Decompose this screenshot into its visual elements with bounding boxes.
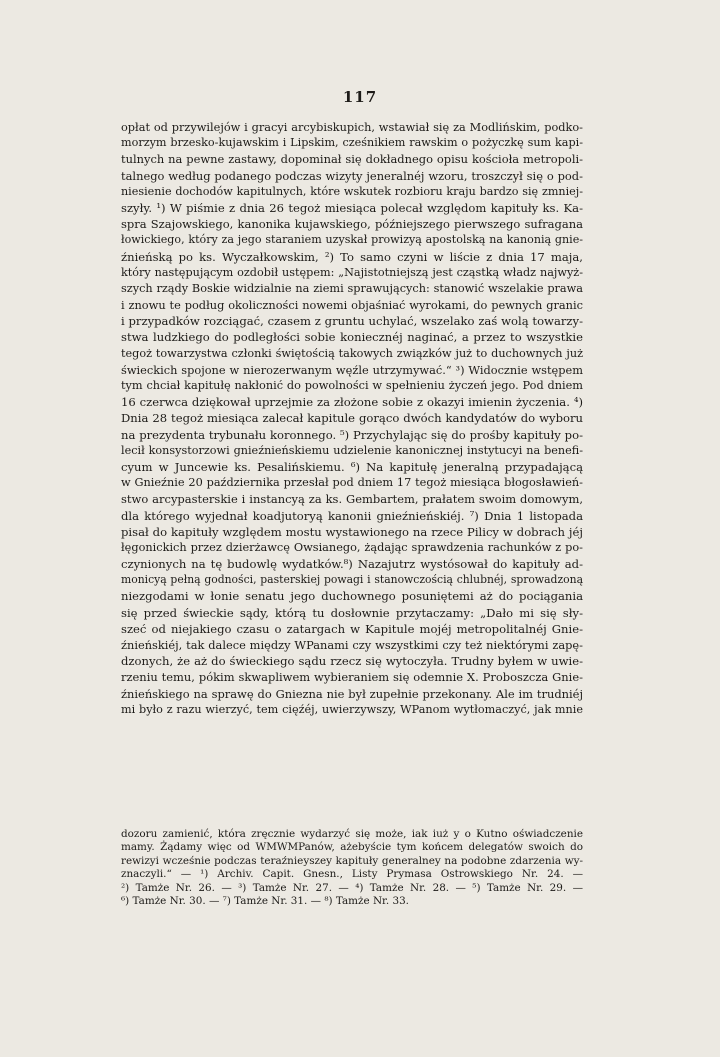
text-line: czynionych na tę budowlę wydatków.⁸) Nazajutrz wystósował do kapituły ad- (121, 557, 583, 572)
text-line: rzeniu temu, pókim skwapliwem wybieraniem się odemnie X. Proboszcza Gnie- (121, 670, 583, 685)
text-line: łęgonickich przez dzierżawcę Owsianego, żądając sprawdzenia rachunków z po- (121, 540, 583, 554)
text-line: lecił konsystorzowi gnieźnieńskiemu udzielenie kanonicznej instytucyi na benefi- (121, 443, 583, 457)
text-line: 16 czerwca dziękował uprzejmie za złożone sobie z okazyi imienin życzenia. ⁴) (121, 395, 583, 410)
text-line: spra Szajowskiego, kanonika kujawskiego, późniejszego pierwszego sufragana (121, 217, 583, 232)
text-line: który następującym ozdobił ustępem: „Najistotniejszą jest cząstką władz najwyż- (121, 265, 583, 279)
text-line: mi było z razu wierzyć, tem cięźéj, uwierzywszy, WPanom wytłomaczyć, jak mnie (121, 702, 583, 716)
text-line: łowickiego, który za jego staraniem uzyskał prowizyą apostolską na kanonią gnie- (121, 233, 583, 247)
text-line: tulnych na pewne zastawy, dopominał się dokładnego opisu kościoła metropoli- (121, 152, 583, 167)
text-line: świeckich spojone w nierozerwanym węźle utrzymywać.“ ³) Widocznie wstępem (121, 362, 583, 377)
text-line: szych rządy Boskie widzialnie na ziemi sprawujących: stanowić wszelakie prawa (121, 281, 583, 295)
footnote-line: znaczyli.“ — ¹) Archiv. Capit. Gnesn., Listy Prymasa Ostrowskiego Nr. 24. — (121, 868, 583, 881)
text-line: morzym brzesko-kujawskim i Lipskim, cześnikiem rawskim o pożyczkę sum kapi- (121, 136, 583, 150)
text-line: szeć od niejakiego czasu o zatargach w Kapitule mojéj metropolitalnéj Gnie- (121, 621, 583, 636)
footnote-line: ⁶) Tamże Nr. 30. — ⁷) Tamże Nr. 31. — ⁸) Tamże Nr. 33. (121, 894, 409, 907)
text-line: talnego według podanego podczas wizyty jeneralnéj wzoru, troszczył się o pod- (121, 168, 583, 183)
text-line: niesienie dochodów kapitulnych, które wskutek rozbioru kraju bardzo się zmniej- (121, 184, 583, 198)
text-line: szyły. ¹) W piśmie z dnia 26 tegoż miesiąca polecał względom kapituły ks. Ka- (121, 200, 583, 215)
text-line: źnieńską po ks. Wyczałkowskim, ²) To samo czyni w liście z dnia 17 maja, (121, 249, 583, 264)
text-line: stwa ludzkiego do podległości sobie koniecznéj naginać, a przez to wszystkie (121, 330, 583, 345)
main-text (121, 119, 583, 718)
text-line: i przypadków rozciągać, czasem z gruntu uchylać, wszelako zaś wolą towarzy- (121, 314, 583, 329)
text-line: źnieńskiéj, tak dalece między WPanami czy wszystkimi czy też niektórymi zapę- (121, 638, 583, 652)
text-line: dla którego wyjednał koadjutoryą kanonii gnieźnieńskiéj. ⁷) Dnia 1 listopada (121, 508, 583, 523)
text-line: tegoż towarzystwa członki świętością takowych związków już to duchownych już (121, 346, 583, 360)
text-line: tym chciał kapitułę nakłonić do powolności w spełnieniu życzeń jego. Pod dniem (121, 379, 583, 392)
text-line: pisał do kapituły względem mostu wystawionego na rzece Pilicy w dobrach jéj (121, 524, 583, 539)
text-line: w Gnieźnie 20 października przesłał pod dniem 17 tegoż miesiąca błogosławień- (121, 476, 583, 490)
text-line: monicyą pełną godności, pasterskiej powagi i stanowczością chlubnéj, sprowadzoną (121, 573, 583, 587)
text-line: na prezydenta trybunału koronnego. ⁵) Przychylając się do prośby kapituły po- (121, 427, 583, 442)
text-line: się przed świeckie sądy, którą tu dosłownie przytaczamy: „Dało mi się sły- (121, 605, 583, 620)
text-line: i znowu te podług okoliczności nowemi objaśniać wyrokami, do pewnych granic (121, 298, 583, 313)
footnote-line: dozoru zamienić, która zręcznie wydarzyć się może, iak iuż y o Kutno oświadczenie (121, 828, 583, 840)
text-line: opłat od przywilejów i gracyi arcybiskupich, wstawiał się za Modlińskim, podko- (121, 120, 583, 134)
text-line: cyum w Juncewie ks. Pesalińskiemu. ⁶) Na kapitułę jeneralną przypadającą (121, 459, 583, 474)
footnote-line: rewizyi wcześnie podczas teraźnieyszey kapituły generalney na podobne zdarzenia wy- (121, 854, 583, 867)
text-line: stwo arcypasterskie i instancyą za ks. Gembartem, prałatem swoim domowym, (121, 492, 583, 507)
text-line: źnieńskiego na sprawę do Gniezna nie był zupełnie przekonany. Ale im trudniéj (121, 686, 583, 701)
text-line: dzonych, że aż do świeckiego sądu rzecz się wytoczyła. Trudny byłem w uwie- (121, 654, 583, 669)
text-line: Dnia 28 tegoż miesiąca zalecał kapitule gorąco dwóch kandydatów do wyboru (121, 411, 583, 426)
page-number: 117 (342, 88, 378, 106)
footnote-line: mamy. Żądamy więc od WMWMPanów, ażebyście tym końcem delegatów swoich do (121, 841, 583, 854)
footnotes (121, 828, 583, 908)
footnote-line: ²) Tamże Nr. 26. — ³) Tamże Nr. 27. — ⁴) Tamże Nr. 28. — ⁵) Tamże Nr. 29. — (121, 881, 583, 894)
text-line: niezgodami w łonie senatu jego duchownego posuniętemi aż do pociągania (121, 589, 583, 604)
